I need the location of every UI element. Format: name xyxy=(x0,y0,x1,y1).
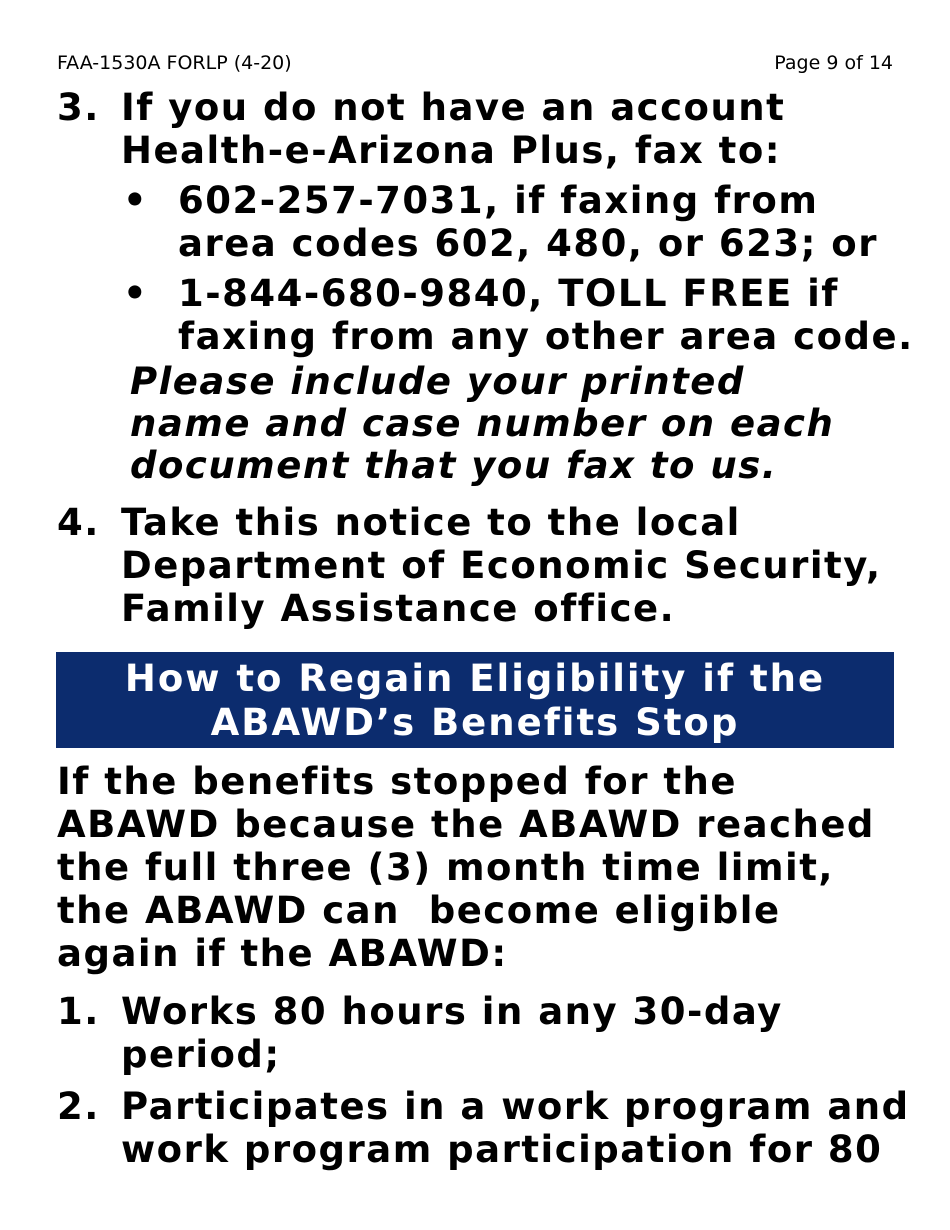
fax-bullet-local xyxy=(121,179,921,265)
fax-bullet-tollfree xyxy=(121,272,921,358)
fax-instructions-note xyxy=(130,361,834,487)
regain-eligibility-intro xyxy=(57,760,937,975)
item-text-line: Participates in a work program and xyxy=(121,1085,910,1128)
note-line: Please include your printed xyxy=(130,360,745,403)
item-number: 3. xyxy=(57,86,100,129)
paragraph-line: the ABAWD can become eligible xyxy=(57,889,781,932)
note-line: name and case number on each xyxy=(130,402,835,445)
item-text-line: Take this notice to the local xyxy=(121,501,741,544)
bullet-text-line: faxing from any other area code. xyxy=(178,315,914,358)
page-number: Page 9 of 14 xyxy=(774,52,893,74)
form-id: FAA-1530A FORLP (4-20) xyxy=(57,52,292,74)
paragraph-line: again if the ABAWD: xyxy=(57,932,508,975)
item-text-line: Health-e-Arizona Plus, fax to: xyxy=(121,129,782,172)
paragraph-line: ABAWD because the ABAWD reached xyxy=(57,803,875,846)
note-line: document that you fax to us. xyxy=(130,444,778,487)
bullet-text-line: 602-257-7031, if faxing from xyxy=(178,179,819,222)
bullet-icon: • xyxy=(123,272,149,315)
list-item-4 xyxy=(57,501,927,630)
item-text-line: work program participation for 80 xyxy=(121,1128,883,1171)
item-number: 4. xyxy=(57,501,100,544)
item-text-line: Department of Economic Security, xyxy=(121,544,882,587)
condition-item-2 xyxy=(57,1085,927,1171)
item-number: 2. xyxy=(57,1085,100,1128)
paragraph-line: If the benefits stopped for the xyxy=(57,760,737,803)
item-text-line: Family Assistance office. xyxy=(121,587,676,630)
paragraph-line: the full three (3) month time limit, xyxy=(57,846,834,889)
item-text-line: Works 80 hours in any 30-day xyxy=(121,990,783,1033)
bullet-text-line: area codes 602, 480, or 623; or xyxy=(178,222,878,265)
section-title-line: How to Regain Eligibility if the xyxy=(124,657,826,700)
section-title-line: ABAWD’s Benefits Stop xyxy=(210,701,740,744)
item-text-line: If you do not have an account xyxy=(121,86,786,129)
item-text-line: period; xyxy=(121,1033,281,1076)
condition-item-1 xyxy=(57,990,927,1076)
bullet-icon: • xyxy=(123,179,149,222)
fax-number-list xyxy=(121,179,921,365)
section-heading-banner xyxy=(56,652,894,748)
bullet-text-line: 1-844-680-9840, TOLL FREE if xyxy=(178,272,839,315)
item-number: 1. xyxy=(57,990,100,1033)
list-item-3 xyxy=(57,86,927,172)
